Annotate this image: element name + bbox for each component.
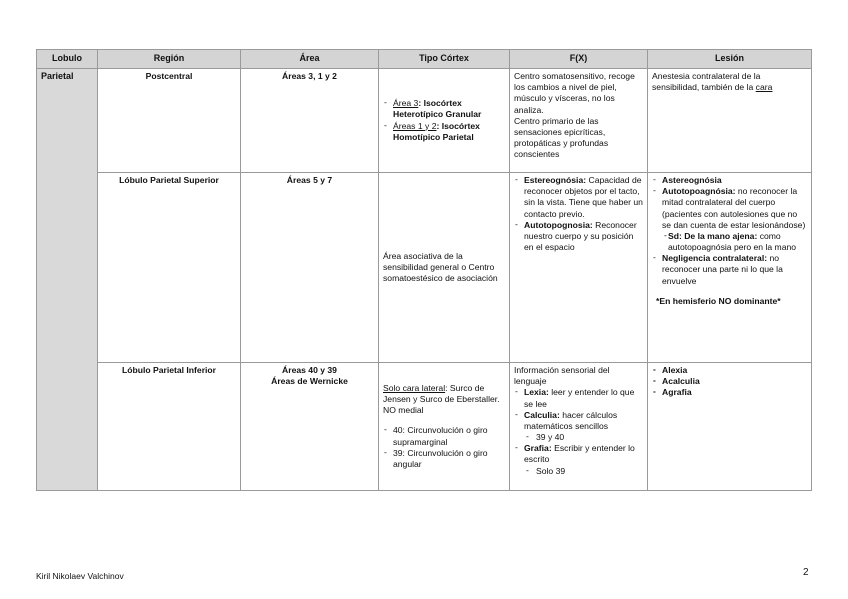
list-item: - Agrafia [652, 387, 807, 398]
lesion-note: *En hemisferio NO dominante* [656, 295, 781, 306]
list-item: - Negligencia contralateral: no reconocer una parte ni lo que la envuelve [652, 253, 807, 287]
header-lesion: Lesión [648, 50, 812, 69]
fx-intro: Información sensorial del lenguaje [514, 365, 610, 387]
region-cell: Lóbulo Parietal Inferior [98, 363, 241, 491]
list-item: - Autotopognosia: Reconocer nuestro cuerpo y su posición en el espacio [514, 220, 643, 254]
lobulo-cell: Parietal [37, 69, 98, 491]
list-item: - Estereognósia: Capacidad de reconocer objetos por el tacto, sin la vista. Tiene que haber un contacto previo. [514, 175, 643, 220]
tipo-list [383, 425, 505, 470]
page-number: 2 [803, 567, 809, 578]
table-row [37, 363, 812, 491]
lesion-sublist [652, 231, 807, 253]
list-item: - Sd: De la mano ajena: como autotopoagnósia pero en la mano [652, 231, 807, 253]
list-item: - Astereognósia [652, 175, 807, 186]
list-item: - Área 3: Isocórtex Heterotípico Granular [383, 98, 505, 120]
fx-paragraph: Centro primario de las sensaciones epicríticas, protopáticas y profundas conscientes [514, 115, 609, 160]
list-item: - Calculia: hacer cálculos matemáticos sencillos [514, 410, 643, 432]
header-area: Área [241, 50, 379, 69]
fx-sublist [514, 466, 643, 477]
header-fx: F(X) [510, 50, 648, 69]
region-cell: Postcentral [98, 69, 241, 173]
tipo-list [383, 98, 505, 143]
tipo-intro: Solo cara lateral: Surco de Jensen y Surco de Eberstaller. NO medial [383, 382, 500, 416]
list-item: - 39: Circunvolución o giro angular [383, 448, 505, 470]
fx-list [514, 175, 643, 253]
fx-list [514, 443, 643, 465]
header-lobulo: Lobulo [37, 50, 98, 69]
fx-cell [510, 69, 648, 173]
neuroanatomy-table [36, 49, 812, 491]
lesion-cell [648, 173, 812, 363]
fx-cell [510, 173, 648, 363]
tipo-cortex-cell [379, 69, 510, 173]
fx-paragraph: Centro somatosensitivo, recoge los cambios a nivel de piel, músculo y vísceras, no los analiza. [514, 71, 635, 115]
header-tipo-cortex: Tipo Córtex [379, 50, 510, 69]
list-item: - Alexia [652, 365, 807, 376]
fx-list [514, 387, 643, 432]
list-item: - Solo 39 [514, 466, 643, 477]
lesion-list [652, 365, 807, 399]
area-cell: Áreas 3, 1 y 2 [241, 69, 379, 173]
table-row [37, 173, 812, 363]
list-item: - Grafia: Escribir y entender lo escrito [514, 443, 643, 465]
fx-cell [510, 363, 648, 491]
table-header-row [37, 50, 812, 69]
lesion-list [652, 253, 807, 287]
region-cell: Lóbulo Parietal Superior [98, 173, 241, 363]
area-cell: Áreas 5 y 7 [241, 173, 379, 363]
area-line: Áreas 40 y 39 [282, 365, 337, 375]
list-item: - Áreas 1 y 2: Isocórtex Homotípico Parietal [383, 121, 505, 143]
list-item: - Lexia: leer y entender lo que se lee [514, 387, 643, 409]
lesion-list [652, 175, 807, 231]
list-item: - 39 y 40 [514, 432, 643, 443]
lesion-cell: Anestesia contralateral de la sensibilidad, también de la cara [648, 69, 812, 173]
list-item: - Autotopoagnósia: no reconocer la mitad contralateral del cuerpo (pacientes con autolesiones que no se dan cuenta de estar lesionándose) [652, 186, 807, 231]
area-cell [241, 363, 379, 491]
tipo-cortex-cell: Área asociativa de la sensibilidad general o Centro somatoestésico de asociación [379, 173, 510, 363]
area-line: Áreas de Wernicke [271, 376, 348, 387]
tipo-cortex-cell [379, 363, 510, 491]
table-row [37, 69, 812, 173]
lesion-cell [648, 363, 812, 491]
header-region: Región [98, 50, 241, 69]
list-item: - Acalculia [652, 376, 807, 387]
list-item: - 40: Circunvolución o giro supramarginal [383, 425, 505, 447]
footer-author: Kiril Nikolaev Valchinov [36, 571, 124, 581]
fx-sublist [514, 432, 643, 443]
